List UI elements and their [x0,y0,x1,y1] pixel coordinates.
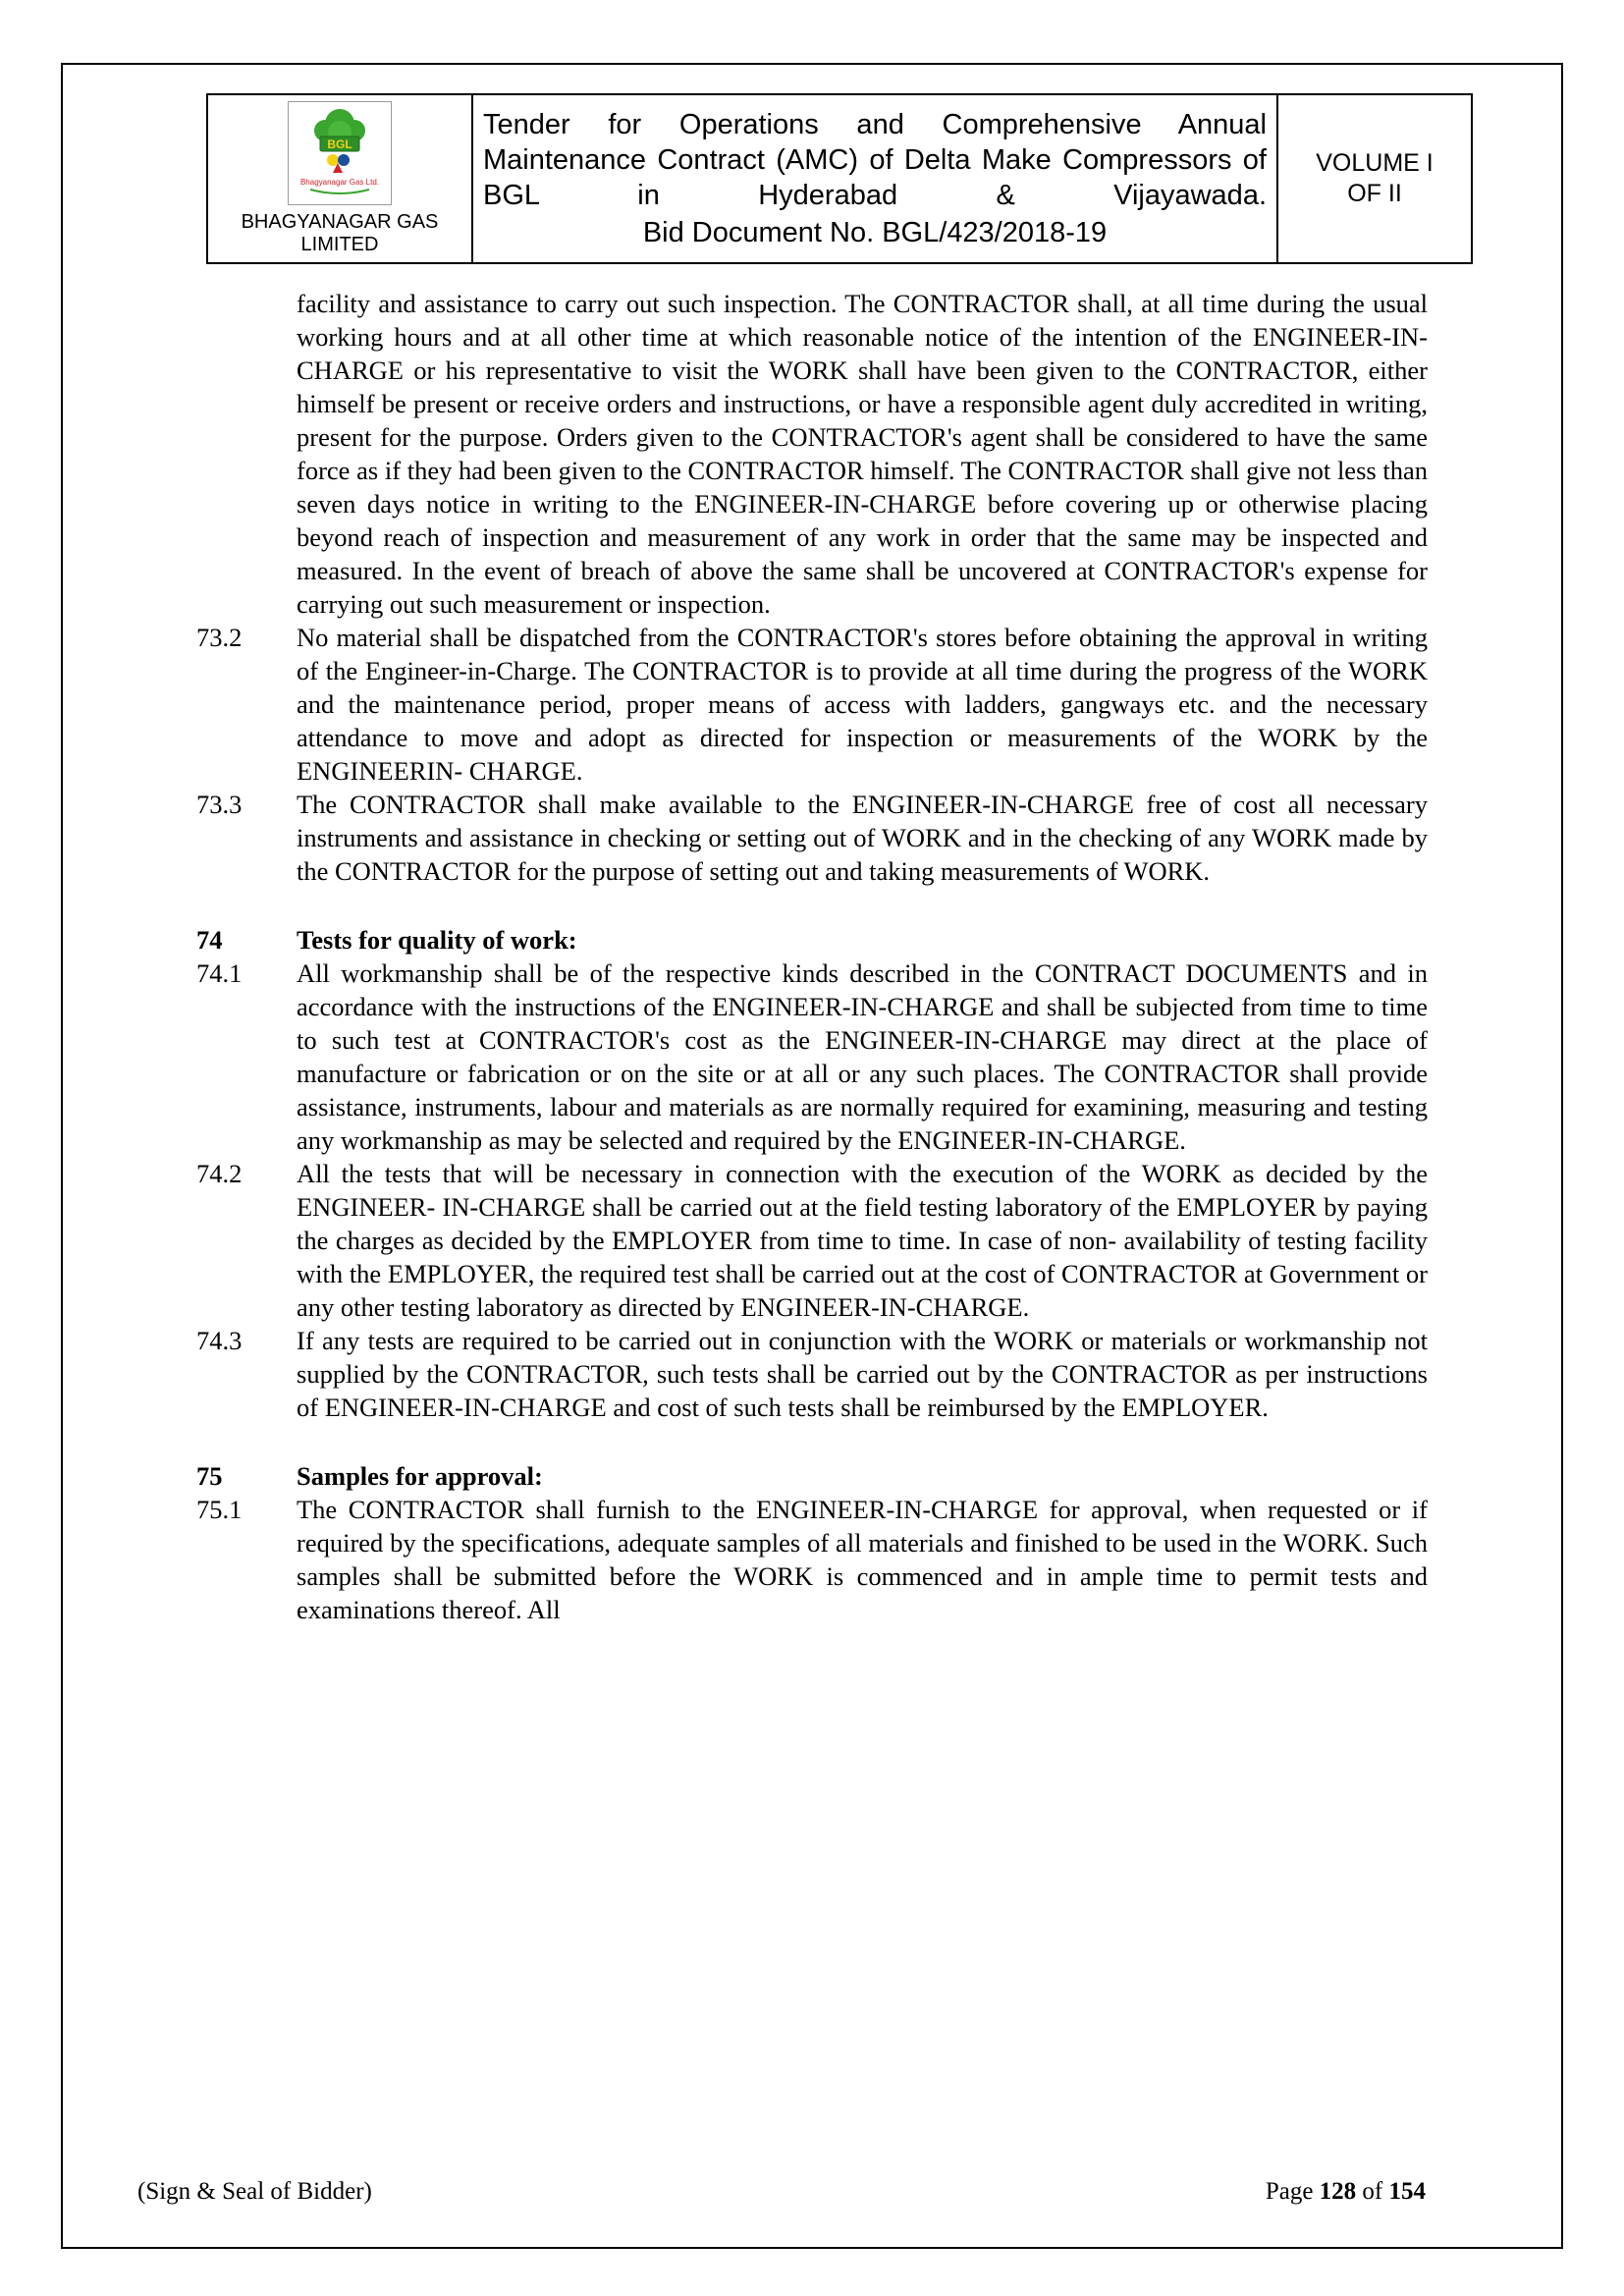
paragraph [196,957,1428,1157]
volume-line2: OF II [1347,180,1402,207]
paragraph-text: The CONTRACTOR shall furnish to the ENGINEER-IN-CHARGE for approval, when requested or if required by the specifications, adequate samples of all materials and finished to be used in the WORK. Such samples shall be submitted before the WORK is commenced and in ample time to permit tests and examinations thereof. All [297,1495,1428,1624]
tender-title: Tender for Operations and Comprehensive Annual Maintenance Contract (AMC) of Delta Make Compressors of BGL in Hyderabad & Vijayawada. [483,108,1267,211]
section-heading [196,923,1428,957]
org-name [218,211,461,256]
paragraph-number: 73.3 [196,790,243,819]
paragraph-text: If any tests are required to be carried out in conjunction with the WORK or materials or workmanship not supplied by the CONTRACTOR, such tests shall be carried out by the CONTRACTOR as per instructions of ENGINEER-IN-CHARGE and cost of such tests shall be reimbursed by the EMPLOYER. [297,1326,1428,1422]
volume-cell [1277,94,1472,263]
org-name-line2: LIMITED [300,234,379,255]
paragraph-number: 75 [196,1461,223,1491]
paragraph-text: The CONTRACTOR shall make available to the ENGINEER-IN-CHARGE free of cost all necessary instruments and assistance in checking or setting out of WORK and in the checking of any WORK made by the CONTRACTOR for the purpose of setting out and taking measurements of WORK. [297,790,1428,886]
paragraph-text: No material shall be dispatched from the CONTRACTOR's stores before obtaining the approval in writing of the Engineer-in-Charge. The CONTRACTOR is to provide at all time during the progress of the WORK and the maintenance period, proper means of access with ladders, gangways etc. and the necessary attendance to move and adopt as directed for inspection or measurements of the WORK by the ENGINEERIN- CHARGE. [297,623,1428,786]
paragraph-text: facility and assistance to carry out such inspection. The CONTRACTOR shall, at all time during the usual working hours and at all other time at which reasonable notice of the intention of the ENGINEER-IN- CHARGE or his representative to visit the WORK shall have been given to the CONTRACTOR, either himself be present or receive orders and instructions, or have a responsible agent duly accredited in writing, present for the purpose. Orders given to the CONTRACTOR's agent shall be considered to have the same force as if they had been given to the CONTRACTOR himself. The CONTRACTOR shall give not less than seven days notice in writing to the ENGINEER-IN-CHARGE before covering up or otherwise placing beyond reach of inspection and measurement of any work in order that the same may be inspected and measured. In the event of breach of above the same shall be uncovered at CONTRACTOR's expense for carrying out such measurement or inspection. [297,289,1428,619]
section-gap [196,1424,1428,1459]
paragraph-text: All the tests that will be necessary in connection with the execution of the WORK as decided by the ENGINEER- IN-CHARGE shall be carried out at the field testing laboratory of the EMPLOYER by paying the charges as decided by the EMPLOYER from time to time. In case of non- availability of testing facility with the EMPLOYER, the required test shall be carried out at the cost of CONTRACTOR at Government or any other testing laboratory as directed by ENGINEER-IN-CHARGE. [297,1159,1428,1322]
logo-cell [207,94,472,263]
paragraph [196,287,1428,621]
header-table [206,93,1473,264]
paragraph-text: All workmanship shall be of the respective kinds described in the CONTRACT DOCUMENTS and in accordance with the instructions of the ENGINEER-IN-CHARGE and shall be subjected from time to time to such test at CONTRACTOR's cost as the ENGINEER-IN-CHARGE may direct at the place of manufacture or fabrication or on the site or at all or any such places. The CONTRACTOR shall provide assistance, instruments, labour and materials as are normally required for examining, measuring and testing any workmanship as may be selected and required by the ENGINEER-IN-CHARGE. [297,958,1428,1155]
sign-seal-label: (Sign & Seal of Bidder) [137,2178,372,2205]
page-number [1266,2178,1426,2206]
paragraph [196,1493,1428,1626]
org-name-line1: BHAGYANAGAR GAS [241,211,439,233]
paragraph-number: 75.1 [196,1495,243,1524]
paragraph-number: 74 [196,925,223,955]
svg-text:Bhagyanagar Gas Ltd.: Bhagyanagar Gas Ltd. [299,178,380,187]
paragraph-number: 74.3 [196,1326,243,1355]
paragraph [196,1157,1428,1324]
document-body [196,287,1428,1626]
title-cell [472,94,1277,263]
bgl-logo-icon [295,104,385,202]
paragraph-number: 74.2 [196,1159,243,1188]
paragraph [196,788,1428,888]
paragraph-text: Samples for approval: [297,1461,543,1491]
page-total: 154 [1388,2178,1426,2205]
paragraph-number: 73.2 [196,623,243,652]
volume-line1: VOLUME I [1316,148,1434,177]
of-word: of [1362,2178,1383,2205]
page-current: 128 [1319,2178,1357,2205]
section-heading [196,1459,1428,1493]
svg-text:BGL: BGL [327,137,352,151]
page-word: Page [1265,2178,1314,2205]
paragraph [196,621,1428,788]
section-gap [196,888,1428,923]
paragraph [196,1324,1428,1424]
paragraph-number: 74.1 [196,958,243,988]
bid-document-number: Bid Document No. BGL/423/2018-19 [642,217,1108,249]
paragraph-text: Tests for quality of work: [297,925,577,955]
company-logo [288,101,392,205]
